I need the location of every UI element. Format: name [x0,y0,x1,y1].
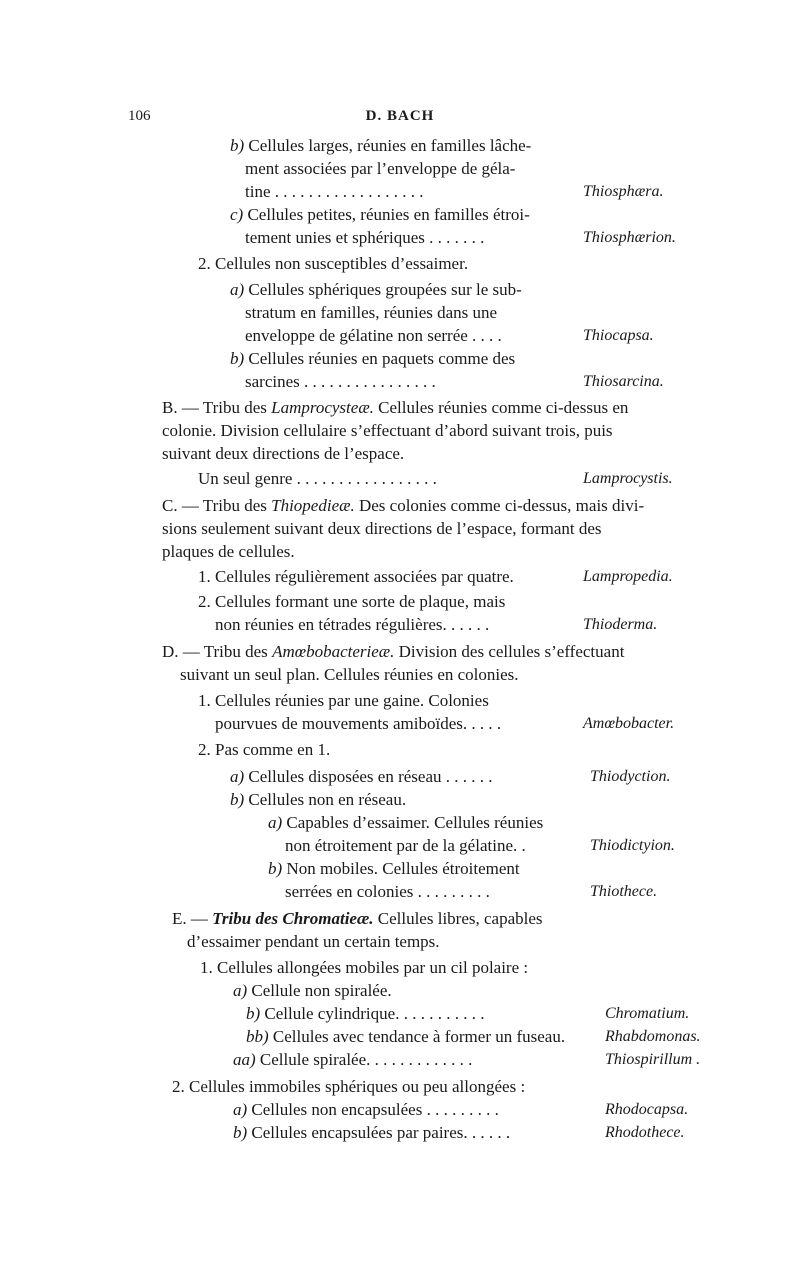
text-line: 1. Cellules allongées mobiles par un cil polaire : [200,958,529,977]
text-line: b) Cellules réunies en paquets comme des [230,349,516,368]
text-line: B. — Tribu des Lamprocysteæ. Cellules réunies comme ci-dessus en [162,398,629,417]
genus-name: Lamprocystis. [583,470,673,487]
genus-name: Thiothece. [590,883,658,900]
genus-name: Rhabdomonas. [605,1028,701,1045]
text-line: pourvues de mouvements amiboïdes. . . . . [215,714,502,733]
text-line: a) Cellules non encapsulées . . . . . . . . . [233,1100,499,1119]
genus-name: Thiosphærion. [583,229,676,246]
text-line: C. — Tribu des Thiopedieæ. Des colonies comme ci-dessus, mais divi- [162,496,645,515]
text-line: b) Cellules encapsulées par paires. . . . . . [233,1123,511,1142]
genus-name: Amœbobacter. [583,715,675,732]
genus-name: Thiosarcina. [583,373,664,390]
genus-name: Rhodocapsa. [605,1101,689,1118]
text-line: E. — Tribu des Chromatieæ. Cellules libres, capables [172,909,543,928]
text-line: aa) Cellule spiralée. . . . . . . . . . . . . [233,1050,473,1069]
genus-name: Thiosphæra. [583,183,664,200]
text-line: 2. Cellules immobiles sphériques ou peu allongées : [172,1077,526,1096]
text-line: a) Capables d’essaimer. Cellules réunies [268,813,544,832]
text-line: suivant un seul plan. Cellules réunies en colonies. [180,665,519,684]
text-line: stratum en familles, réunies dans une [245,303,498,322]
text-line: d’essaimer pendant un certain temps. [187,932,440,951]
genus-name: Thioderma. [583,616,658,633]
text-line: tine . . . . . . . . . . . . . . . . . . [245,182,424,201]
text-line: non étroitement par de la gélatine. . [285,836,526,855]
text-line: c) Cellules petites, réunies en familles étroi- [230,205,530,224]
running-head: D. BACH [365,108,435,124]
genus-name: Rhodothece. [605,1124,685,1141]
genus-name: Thiodyction. [590,768,671,785]
text-line: sarcines . . . . . . . . . . . . . . . . [245,372,436,391]
text-line: colonie. Division cellulaire s’effectuant d’abord suivant trois, puis [162,421,613,440]
text-line: ment associées par l’enveloppe de géla- [245,159,516,178]
text-line: enveloppe de gélatine non serrée . . . . [245,326,502,345]
text-line: plaques de cellules. [162,542,295,561]
text-line: 2. Cellules non susceptibles d’essaimer. [198,254,469,273]
text-line: b) Cellule cylindrique. . . . . . . . . . . [246,1004,485,1023]
text-line: a) Cellules disposées en réseau . . . . . . [230,767,493,786]
genus-name: Chromatium. [605,1005,690,1022]
text-line: serrées en colonies . . . . . . . . . [285,882,490,901]
text-line: 1. Cellules réunies par une gaine. Colonies [198,691,489,710]
text-line: 2. Pas comme en 1. [198,740,331,759]
text-line: b) Cellules larges, réunies en familles lâche- [230,136,532,155]
text-line: 1. Cellules régulièrement associées par quatre. [198,567,514,586]
page-number: 106 [128,108,151,124]
text-line: a) Cellules sphériques groupées sur le sub- [230,280,522,299]
genus-name: Lampropedia. [583,568,673,585]
genus-name: Thiocapsa. [583,327,654,344]
text-line: sions seulement suivant deux directions de l’espace, formant des [162,519,602,538]
genus-name: Thiospirillum . [605,1051,701,1068]
text-line: a) Cellule non spiralée. [233,981,392,1000]
text-line: bb) Cellules avec tendance à former un fuseau. [246,1027,566,1046]
text-line: Un seul genre . . . . . . . . . . . . . . . . . [198,469,437,488]
text-line: b) Non mobiles. Cellules étroitement [268,859,520,878]
text-line: 2. Cellules formant une sorte de plaque, mais [198,592,506,611]
text-line: b) Cellules non en réseau. [230,790,407,809]
genus-name: Thiodictyion. [590,837,675,854]
text-line: tement unies et sphériques . . . . . . . [245,228,485,247]
text-line: D. — Tribu des Amœbobacterieæ. Division des cellules s’effectuant [162,642,625,661]
text-line: suivant deux directions de l’espace. [162,444,405,463]
text-line: non réunies en tétrades régulières. . . . . . [215,615,490,634]
